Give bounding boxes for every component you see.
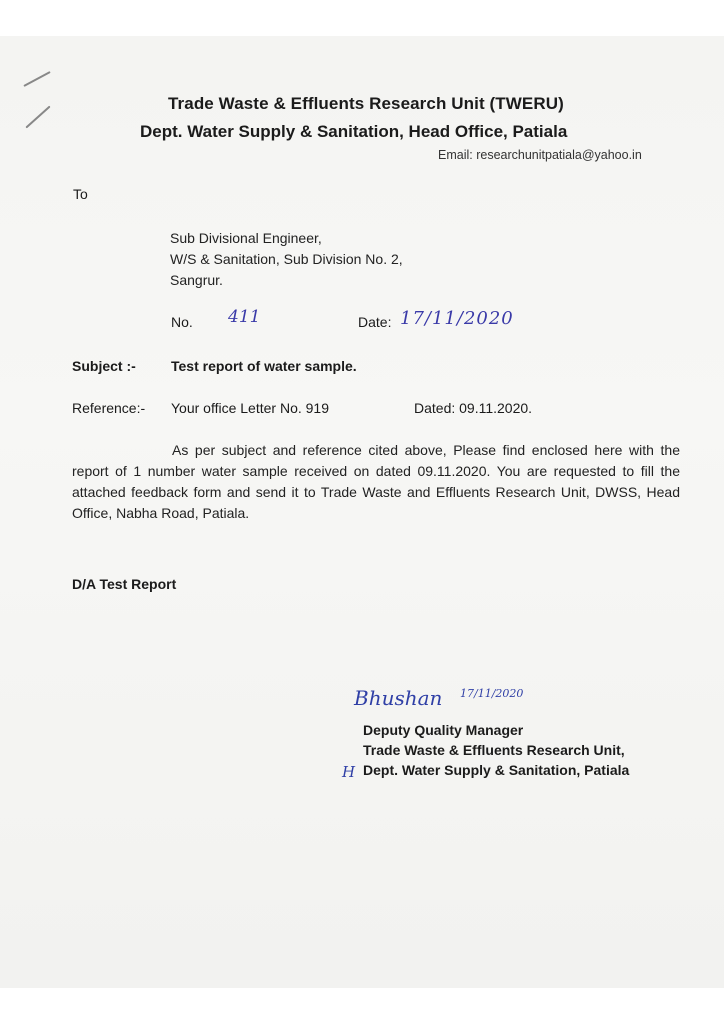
date-label: Date: bbox=[358, 314, 392, 330]
letterhead-email: Email: researchunitpatiala@yahoo.in bbox=[438, 148, 642, 162]
handwritten-initial: H bbox=[342, 763, 356, 781]
number-value: 411 bbox=[228, 307, 261, 327]
subject-label: Subject :- bbox=[72, 358, 136, 374]
subject-text: Test report of water sample. bbox=[171, 358, 357, 374]
address-line-1: Sub Divisional Engineer, bbox=[170, 230, 322, 246]
designation-department: Dept. Water Supply & Sanitation, Patiala bbox=[363, 762, 630, 778]
body-paragraph bbox=[72, 440, 680, 524]
reference-dated: Dated: 09.11.2020. bbox=[414, 400, 533, 416]
number-label: No. bbox=[171, 314, 193, 330]
handwritten-signature: Bhushan bbox=[354, 686, 443, 710]
address-line-3: Sangrur. bbox=[170, 272, 223, 288]
date-value: 17/11/2020 bbox=[400, 308, 514, 329]
designation-unit: Trade Waste & Effluents Research Unit, bbox=[363, 742, 625, 758]
letterhead-title: Trade Waste & Effluents Research Unit (TWERU) bbox=[168, 94, 564, 113]
pen-mark bbox=[25, 106, 50, 129]
reference-text: Your office Letter No. 919 bbox=[171, 400, 329, 416]
reference-label: Reference:- bbox=[72, 400, 146, 416]
enclosure-label: D/A Test Report bbox=[72, 576, 177, 592]
letterhead-department: Dept. Water Supply & Sanitation, Head Office, Patiala bbox=[140, 122, 568, 141]
pen-mark bbox=[23, 71, 50, 87]
signature-date: 17/11/2020 bbox=[460, 687, 524, 700]
address-line-2: W/S & Sanitation, Sub Division No. 2, bbox=[170, 251, 403, 267]
letter-page bbox=[0, 36, 724, 988]
body-text: As per subject and reference cited above, Please find enclosed here with the report of 1 number water sample received on dated 09.11.2020. You are requested to fill the attached feedback form and send it to Trade Waste and Effluents Research Unit, DWSS, Head Office, Nabha Road, Patiala. bbox=[72, 442, 680, 521]
to-label: To bbox=[73, 186, 88, 202]
designation-title: Deputy Quality Manager bbox=[363, 722, 524, 738]
